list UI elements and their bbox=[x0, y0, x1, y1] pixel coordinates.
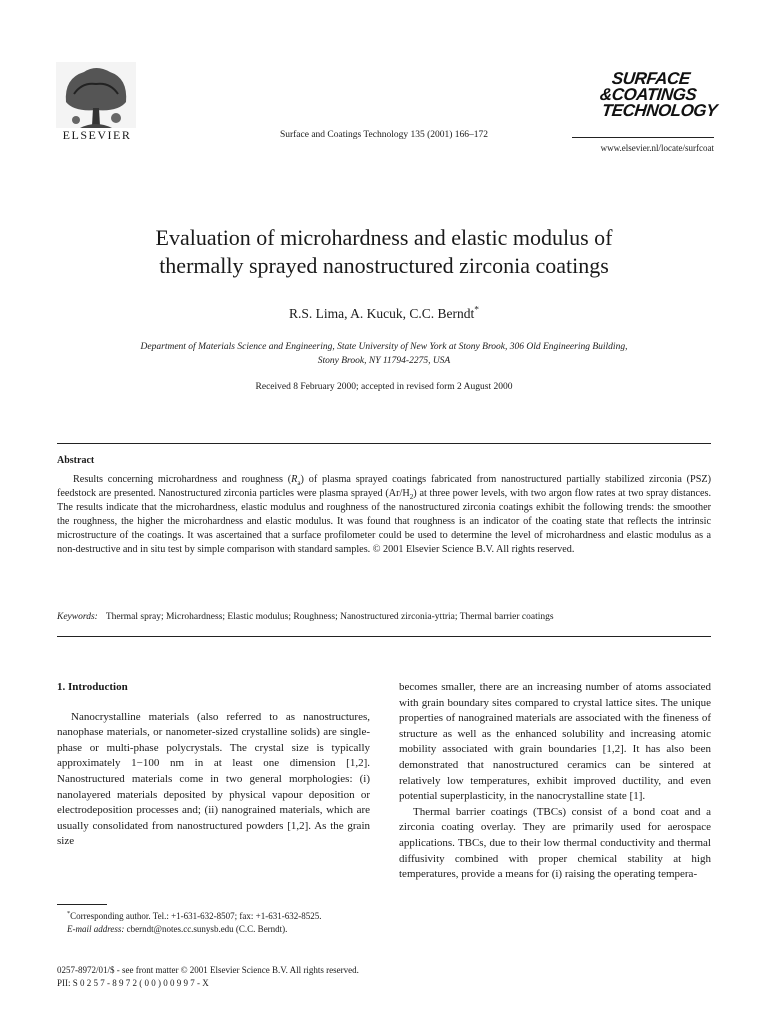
abstract-text-part: ) at three power levels, with two argon flow rates at two spray distances. The results indicate that the microhardness, elastic modulus and roughness of the nanostructured zirconia coatings exhibit the following trends: the smoother the roughness, the higher the microhardness and elastic modulus. It was found that roughness is an indicator of the coating state that reflects the intrinsic microstructure of the coatings. It was ascertained that a surface profilometer could be used to determine the level of microhardness and elastic modulus as a non-destructive and in situ test by simple comparison with standard samples. © 2001 Elsevier Science B.V. All rights reserved. bbox=[57, 488, 711, 555]
footnote-rule bbox=[57, 904, 107, 905]
email-address[interactable]: cberndt@notes.cc.sunysb.edu (C.C. Berndt). bbox=[126, 924, 288, 934]
body-paragraph: becomes smaller, there are an increasing number of atoms associated with grain boundary sites compared to crystal lattice sites. The unique properties of nanograined materials are associated with the fineness of structure as well as the enhanced solubility and increasing atomic mobility associated with grain boundaries [1,2]. It has also been demonstrated that nanostructured ceramics can be sintered at relatively low temperatures, exhibit improved ductility, and even potential superplasticity, in the nanocrystalline state [1]. bbox=[399, 681, 711, 803]
section-heading: 1. Introduction bbox=[57, 681, 128, 693]
footnote-email bbox=[57, 923, 370, 936]
journal-citation: Surface and Coatings Technology 135 (2001) 166–172 bbox=[279, 130, 489, 140]
journal-url[interactable]: www.elsevier.nl/locate/surfcoat bbox=[600, 143, 714, 153]
affiliation-line: Stony Brook, NY 11794-2275, USA bbox=[317, 356, 451, 366]
hydrogen-subscript: 2 bbox=[409, 493, 414, 502]
pii-line: PII: S 0 2 5 7 - 8 9 7 2 ( 0 0 ) 0 0 9 9 7 - X bbox=[57, 978, 209, 988]
abstract-top-rule bbox=[57, 443, 711, 444]
roughness-subscript: a bbox=[297, 479, 301, 488]
footnote-corresponding bbox=[57, 910, 370, 923]
left-column bbox=[57, 680, 370, 850]
right-column bbox=[399, 680, 711, 883]
keywords bbox=[57, 612, 711, 622]
body-paragraph: Nanocrystalline materials (also referred to as nanostructures, nanophase materials, or nanometer-sized crystalline solids) are single-phase or multi-phase polycrystals. The crystal size is typically approximately 1−100 nm in at least one dimension [1,2]. Nanostructured materials come in two general morphologies: (i) nanolayered materials deposited by physical vapour deposition or electrodeposition processes and; (ii) nanograined materials, which are usually consolidated from nanostructured powders [1,2]. As the grain size bbox=[57, 710, 370, 848]
journal-logo-line: &COATINGS bbox=[599, 85, 698, 104]
email-label: E-mail address: bbox=[67, 924, 125, 934]
author-list bbox=[0, 306, 768, 322]
abstract-body bbox=[57, 473, 711, 557]
footnote-mark: * bbox=[67, 910, 71, 917]
affiliation-line: Department of Materials Science and Engineering, State University of New York at Stony Brook, 306 Old Engineering Building, bbox=[140, 342, 628, 352]
authors-text: R.S. Lima, A. Kucuk, C.C. Berndt bbox=[289, 306, 475, 321]
abstract-text-part: Results concerning microhardness and roughness ( bbox=[73, 474, 292, 485]
affiliation bbox=[90, 340, 678, 368]
footnote-text: Corresponding author. Tel.: +1-631-632-8507; fax: +1-631-632-8525. bbox=[70, 911, 322, 921]
corresponding-mark[interactable]: * bbox=[474, 305, 479, 316]
abstract-bottom-rule bbox=[57, 636, 711, 637]
abstract-text-part: ) of plasma sprayed coatings fabricated from nanostructured partially stabilized zirconia (PSZ) feedstock are presented. Nanostructured zirconia particles were plasma sprayed (Ar/H bbox=[57, 474, 711, 499]
roughness-symbol: R bbox=[291, 474, 298, 485]
journal-logo-line: TECHNOLOGY bbox=[601, 101, 718, 120]
copyright-line: 0257-8972/01/$ - see front matter © 2001 Elsevier Science B.V. All rights reserved. bbox=[57, 965, 359, 975]
abstract-heading: Abstract bbox=[57, 455, 95, 466]
journal-logo-line: SURFACE bbox=[611, 69, 691, 88]
title-line: Evaluation of microhardness and elastic modulus of bbox=[155, 225, 613, 250]
publisher-name: ELSEVIER bbox=[62, 128, 132, 142]
keywords-list: Thermal spray; Microhardness; Elastic modulus; Roughness; Nanostructured zirconia-yttria; Thermal barrier coatings bbox=[105, 612, 554, 622]
front-matter bbox=[57, 964, 557, 990]
keywords-label: Keywords: bbox=[57, 612, 98, 622]
received-dates: Received 8 February 2000; accepted in revised form 2 August 2000 bbox=[255, 382, 513, 392]
body-paragraph: Thermal barrier coatings (TBCs) consist of a bond coat and a zirconia coating overlay. They are primarily used for aerospace applications. TBCs, due to their low thermal conductivity and thermal diffusivity combined with proper chemical stability at high temperatures, provide a means for (i) raising the operating tempera- bbox=[399, 805, 711, 881]
header-divider bbox=[572, 137, 714, 138]
article-title bbox=[80, 224, 688, 280]
title-line: thermally sprayed nanostructured zirconia coatings bbox=[159, 253, 609, 278]
footnote bbox=[57, 910, 370, 936]
journal-logo bbox=[598, 64, 718, 132]
